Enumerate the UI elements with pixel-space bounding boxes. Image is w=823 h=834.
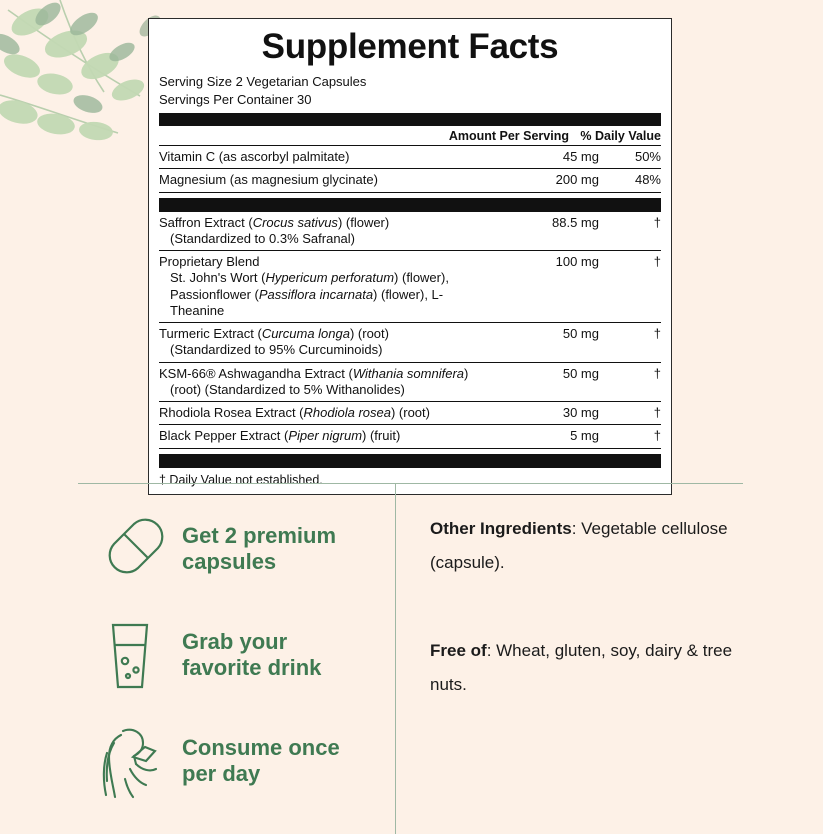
nutrient-subtext: (Standardized to 95% Curcuminoids): [170, 342, 383, 358]
nutrient-daily-value: †: [653, 254, 661, 270]
nutrient-amount: 100 mg: [555, 254, 599, 270]
nutrient-daily-value: †: [653, 428, 661, 444]
serving-size: Serving Size 2 Vegetarian Capsules: [159, 74, 367, 89]
nutrient-amount: 5 mg: [570, 428, 599, 444]
servings-per-container: Servings Per Container 30: [159, 91, 312, 107]
table-row: [159, 363, 661, 403]
table-row: [159, 251, 661, 323]
free-of: [430, 634, 743, 702]
nutrient-amount: 88.5 mg: [552, 214, 599, 230]
list-item: [78, 612, 395, 698]
footnote: † Daily Value not established.: [159, 472, 323, 487]
nutrient-subtext: (root) (Standardized to 5% Withanolides): [170, 381, 405, 397]
nutrient-title: Proprietary Blend: [159, 254, 260, 270]
nutrient-name: KSM-66® Ashwagandha Extract (Withania somnifera) (root) (Standardized to 5% Withanolides): [159, 366, 487, 399]
table-row: [159, 425, 661, 448]
nutrient-daily-value: †: [653, 365, 661, 381]
nutrient-amount: 50 mg: [562, 326, 599, 342]
nutrient-daily-value: †: [653, 326, 661, 342]
step-label: Consume once per day: [182, 734, 340, 786]
nutrient-subtext: (Standardized to 0.3% Safranal): [170, 230, 355, 246]
nutrient-name: Vitamin C (as ascorbyl palmitate): [159, 149, 350, 165]
nutrient-name: Turmeric Extract (Curcuma longa) (root) (Standardized to 95% Curcuminoids): [159, 326, 487, 359]
nutrient-name: Magnesium (as magnesium glycinate): [159, 172, 378, 188]
page-title: Supplement Facts: [261, 27, 559, 66]
steps-column: [78, 484, 396, 834]
nutrient-amount: 45 mg: [562, 149, 599, 165]
header-amount-per-serving: Amount Per Serving: [448, 129, 569, 144]
table-row: [159, 146, 661, 169]
header-daily-value: % Daily Value: [580, 129, 661, 144]
person-drinking-icon: [78, 719, 182, 803]
free-of-label: Free of: [430, 641, 487, 660]
nutrient-amount: 200 mg: [555, 172, 599, 188]
other-ingredients-text: : Vegetable cellulose (capsule).: [430, 519, 728, 572]
glass-of-water-icon: [78, 617, 182, 693]
usage-section: [78, 483, 743, 834]
ingredients-column: [396, 484, 743, 834]
table-row: [159, 323, 661, 363]
table-row: [159, 169, 661, 192]
nutrient-amount: 30 mg: [562, 405, 599, 421]
free-of-text: : Wheat, gluten, soy, dairy & tree nuts.: [430, 641, 733, 694]
step-label: Grab your favorite drink: [182, 628, 322, 680]
nutrient-daily-value: †: [653, 214, 661, 230]
nutrient-name: [159, 254, 487, 319]
divider-bar-middle: [159, 198, 661, 212]
nutrient-subtext: St. John's Wort (Hypericum perforatum) (flower), Passionflower (Passiflora incarnata) (flower), L-Theanine: [170, 270, 449, 318]
supplement-facts-panel: [148, 18, 672, 495]
nutrient-daily-value: 50%: [634, 149, 661, 165]
table-row: [159, 402, 661, 425]
nutrient-name: Rhodiola Rosea Extract (Rhodiola rosea) (root): [159, 405, 430, 421]
list-item: [78, 718, 395, 804]
step-label: Get 2 premium capsules: [182, 522, 337, 574]
nutrient-daily-value: 48%: [634, 172, 661, 188]
divider-bar-top: [159, 113, 661, 126]
nutrient-name: Saffron Extract (Crocus sativus) (flower) (Standardized to 0.3% Safranal): [159, 215, 487, 248]
divider-bar-bottom: [159, 454, 661, 468]
capsule-icon: [78, 518, 182, 580]
nutrient-daily-value: †: [653, 405, 661, 421]
list-item: [78, 506, 395, 592]
table-header-row: [159, 126, 661, 146]
table-row: [159, 212, 661, 252]
nutrient-name: Black Pepper Extract (Piper nigrum) (fruit): [159, 428, 401, 444]
nutrient-amount: 50 mg: [562, 365, 599, 381]
other-ingredients-label: Other Ingredients: [430, 519, 572, 538]
other-ingredients: [430, 512, 743, 580]
